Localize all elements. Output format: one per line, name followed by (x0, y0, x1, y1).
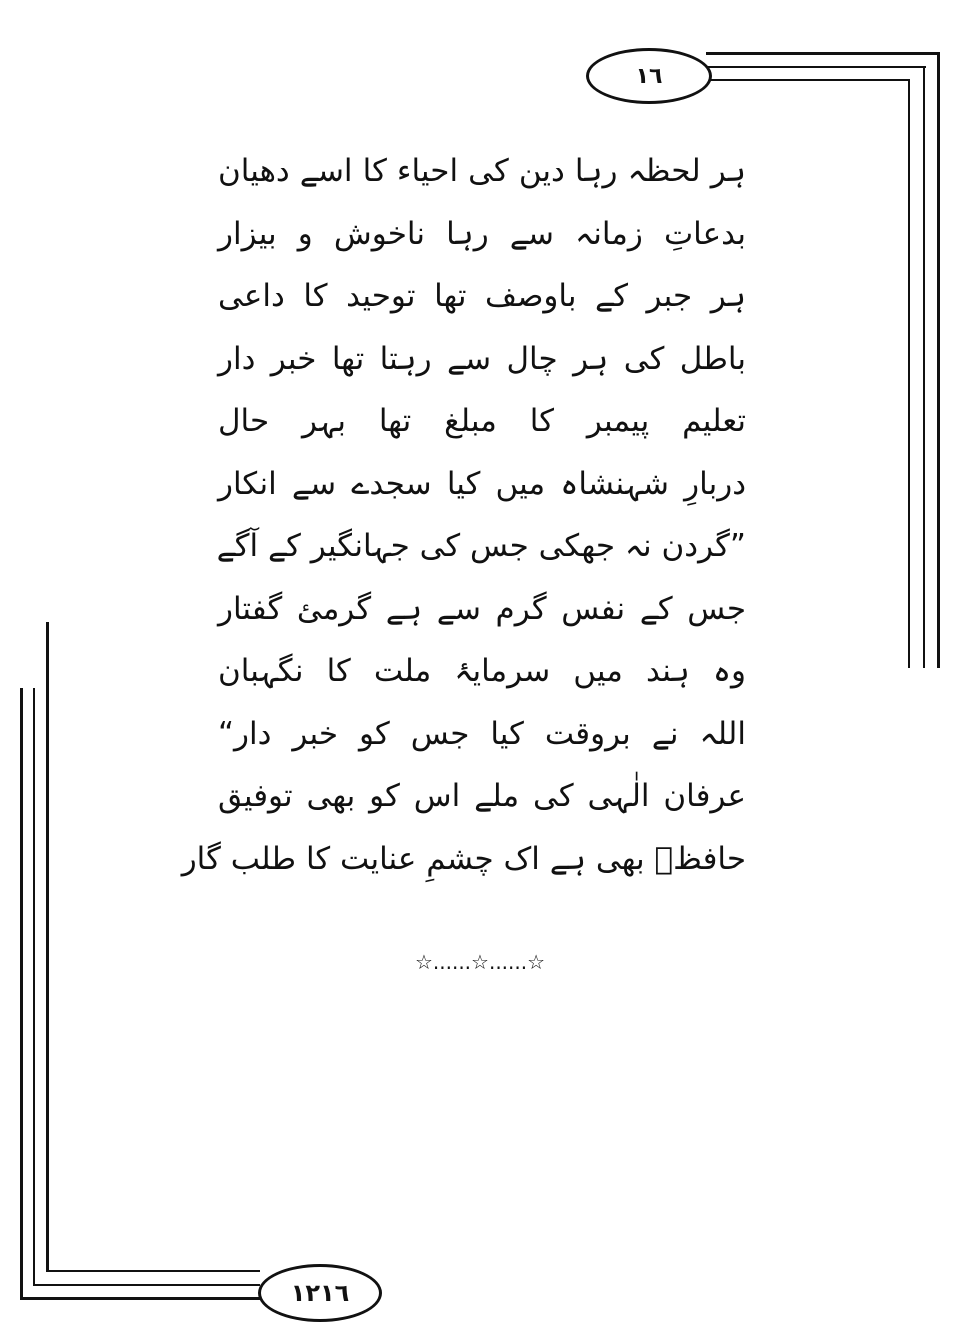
verse-line-8: جس کے نفس گرم سے ہے گرمئ گفتار (218, 590, 746, 627)
chapter-number: ١٦ (635, 63, 663, 89)
verse-line-11: عرفان الٰہی کی ملے اس کو بھی توفیق (218, 778, 746, 814)
verse-line-4: باطل کی ہر چال سے رہتا تھا خبر دار (218, 340, 746, 377)
page-number-oval (258, 1264, 382, 1322)
verse-line-12: حافظؔ بھی ہے اک چشمِ عنایت کا طلب گار (181, 840, 746, 877)
frame-bottom-outer (20, 1297, 260, 1300)
page-number: ١٢١٦ (290, 1279, 350, 1307)
frame-right-outer (937, 52, 940, 668)
frame-left-inner (46, 622, 49, 1272)
frame-right-inner (908, 79, 910, 668)
frame-top-outer (706, 52, 940, 55)
verse-line-1: ہر لحظہ رہا دین کی احیاء کا اسے دھیان (218, 153, 746, 189)
verse-line-7: ”گردن نہ جھکی جس کی جہانگیر کے آگے (216, 528, 746, 564)
poem-body (181, 140, 746, 890)
verse-line-10: اللہ نے بروقت کیا جس کو خبر دار“ (218, 715, 746, 752)
frame-top-inner (706, 79, 910, 81)
verse-line-5: تعلیم پیمبر کا مبلغ تھا بہر حال (218, 403, 746, 439)
frame-bottom-middle (33, 1284, 260, 1286)
frame-left-outer (20, 688, 23, 1298)
frame-right-middle (923, 66, 925, 668)
verse-line-3: ہر جبر کے باوصف تھا توحید کا داعی (218, 278, 746, 314)
verse-line-2: بدعاتِ زمانہ سے رہا ناخوش و بیزار (218, 215, 746, 252)
star-ornament: ☆......☆......☆ (414, 950, 546, 974)
frame-top-middle (706, 66, 926, 68)
frame-left-middle (33, 688, 35, 1285)
frame-bottom-inner (46, 1270, 260, 1272)
verse-line-9: وہ ہند میں سرمایۂ ملت کا نگہبان (218, 653, 746, 689)
verse-line-6: دربارِ شہنشاہ میں کیا سجدے سے انکار (218, 465, 746, 502)
chapter-number-oval (586, 48, 712, 104)
